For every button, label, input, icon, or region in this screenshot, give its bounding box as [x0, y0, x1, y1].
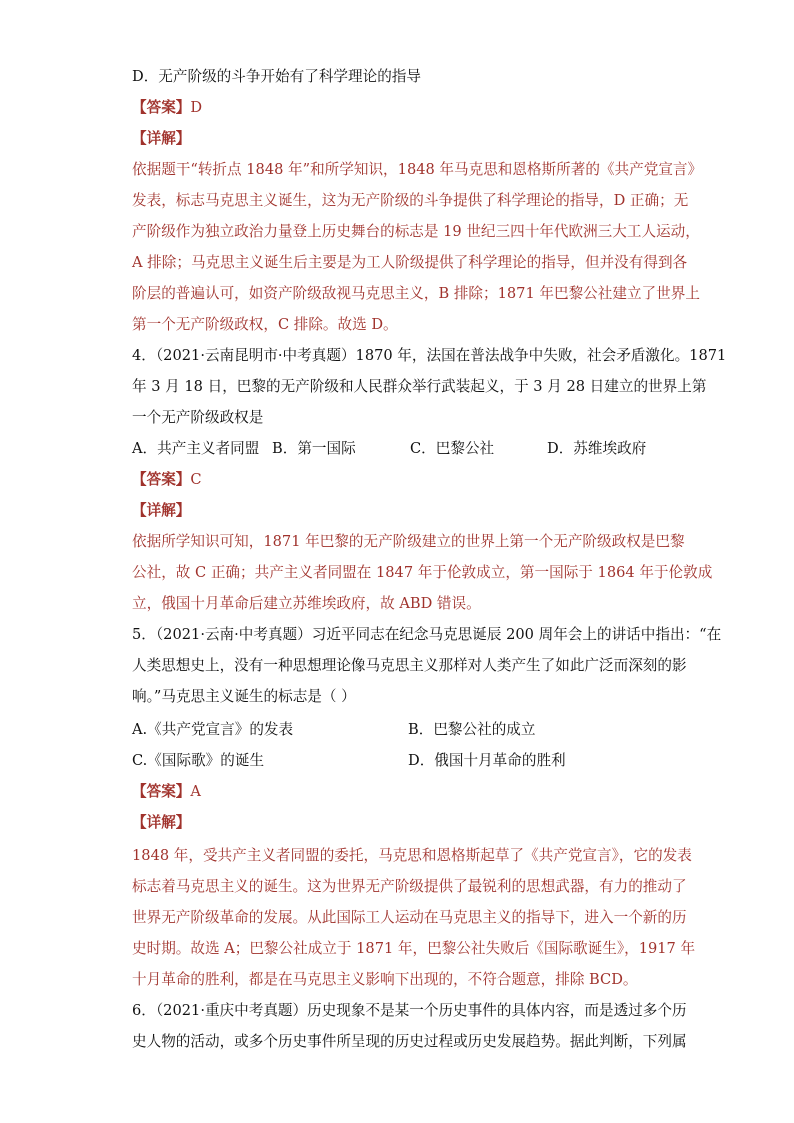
q3-answer [132, 95, 662, 121]
q3-answer-value: D [190, 99, 203, 116]
q5-stem-line: 人类思想史上，没有一种思想理论像马克思主义那样对人类产生了如此广泛而深刻的影 [132, 657, 687, 674]
q3-explanation-line: 发表，标志马克思主义诞生，这为无产阶级的斗争提供了科学理论的指导，D 正确；无 [132, 192, 689, 209]
q5-detail-tag: 【详解】 [132, 814, 191, 831]
q4-option-d: D．苏维埃政府 [547, 440, 647, 457]
q3-explanation-line: A 排除；马克思主义诞生后主要是为工人阶级提供了科学理论的指导，但并没有得到各 [132, 254, 688, 271]
q5-option-c: C.《国际歌》的诞生 [132, 752, 265, 769]
q5-explanation-line: 十月革命的胜利，都是在马克思主义影响下出现的，不符合题意，排除 BCD。 [132, 971, 638, 988]
q5-explanation-line: 1848 年，受共产主义者同盟的委托，马克思和恩格斯起草了《共产党宣言》，它的发表 [132, 847, 692, 864]
q5-stem-line: 5．（2021·云南·中考真题）习近平同志在纪念马克思诞辰 200 周年会上的讲话中指出：“在 [132, 626, 722, 643]
q4-options [132, 436, 662, 462]
q4-option-c: C．巴黎公社 [410, 440, 495, 457]
q3-explanation-line: 依据题干“转折点 1848 年”和所学知识，1848 年马克思和恩格斯所著的《共产党宣言》 [132, 161, 703, 178]
q6-stem-line: 6．（2021·重庆中考真题）历史现象不是某一个历史事件的具体内容，而是透过多个历 [132, 1002, 687, 1019]
q4-stem-line: 年 3 月 18 日，巴黎的无产阶级和人民群众举行武装起义，于 3 月 28 日建立的世界上第 [132, 378, 707, 395]
q4-explanation-line: 立，俄国十月革命后建立苏维埃政府，故 ABD 错误。 [132, 595, 481, 612]
q3-explanation-line: 产阶级作为独立政治力量登上历史舞台的标志是 19 世纪三四十年代欧洲三大工人运动， [132, 223, 700, 240]
q4-answer [132, 467, 662, 493]
q3-explanation-line: 阶层的普遍认可，如资产阶级敌视马克思主义，B 排除；1871 年巴黎公社建立了世界上 [132, 285, 700, 302]
q4-answer-tag: 【答案】 [132, 471, 191, 488]
q3-explanation-line: 第一个无产阶级政权，C 排除。故选 D。 [132, 316, 398, 333]
q4-detail-tag: 【详解】 [132, 502, 191, 519]
q4-stem-line: 一个无产阶级政权是 [132, 409, 264, 426]
q3-option-d: D．无产阶级的斗争开始有了科学理论的指导 [132, 68, 421, 85]
q4-explanation-line: 依据所学知识可知，1871 年巴黎的无产阶级建立的世界上第一个无产阶级政权是巴黎 [132, 533, 685, 550]
q5-option-d: D．俄国十月革命的胜利 [408, 752, 566, 769]
q5-answer-value: A [190, 783, 201, 800]
q4-option-b: B．第一国际 [272, 440, 356, 457]
q6-stem-line: 史人物的活动，或多个历史事件所呈现的历史过程或历史发展趋势。据此判断，下列属 [132, 1033, 687, 1050]
q4-explanation-line: 公社，故 C 正确；共产主义者同盟在 1847 年于伦敦成立，第一国际于 1864 年于伦敦成 [132, 564, 713, 581]
q5-answer-tag: 【答案】 [132, 783, 191, 800]
q5-explanation-line: 史时期。故选 A；巴黎公社成立于 1871 年，巴黎公社失败后《国际歌诞生》，1917 年 [132, 940, 696, 957]
q4-answer-value: C [190, 471, 202, 488]
q5-option-b: B．巴黎公社的成立 [408, 721, 536, 738]
q5-explanation-line: 标志着马克思主义的诞生。这为世界无产阶级提供了最锐利的思想武器，有力的推动了 [132, 878, 687, 895]
q5-options-row-1 [132, 717, 662, 743]
q4-stem-line: 4．（2021·云南昆明市·中考真题）1870 年，法国在普法战争中失败，社会矛盾激化。1871 [132, 347, 727, 364]
q3-detail-tag: 【详解】 [132, 130, 191, 147]
q5-answer [132, 779, 662, 805]
q3-answer-tag: 【答案】 [132, 99, 191, 116]
q5-option-a: A.《共产党宣言》的发表 [132, 721, 294, 738]
q5-options-row-2 [132, 748, 662, 774]
q5-stem-line: 响。”马克思主义诞生的标志是（ ） [132, 688, 356, 705]
q5-explanation-line: 世界无产阶级革命的发展。从此国际工人运动在马克思主义的指导下，进入一个新的历 [132, 909, 687, 926]
q4-option-a: A．共产主义者同盟 [132, 440, 260, 457]
